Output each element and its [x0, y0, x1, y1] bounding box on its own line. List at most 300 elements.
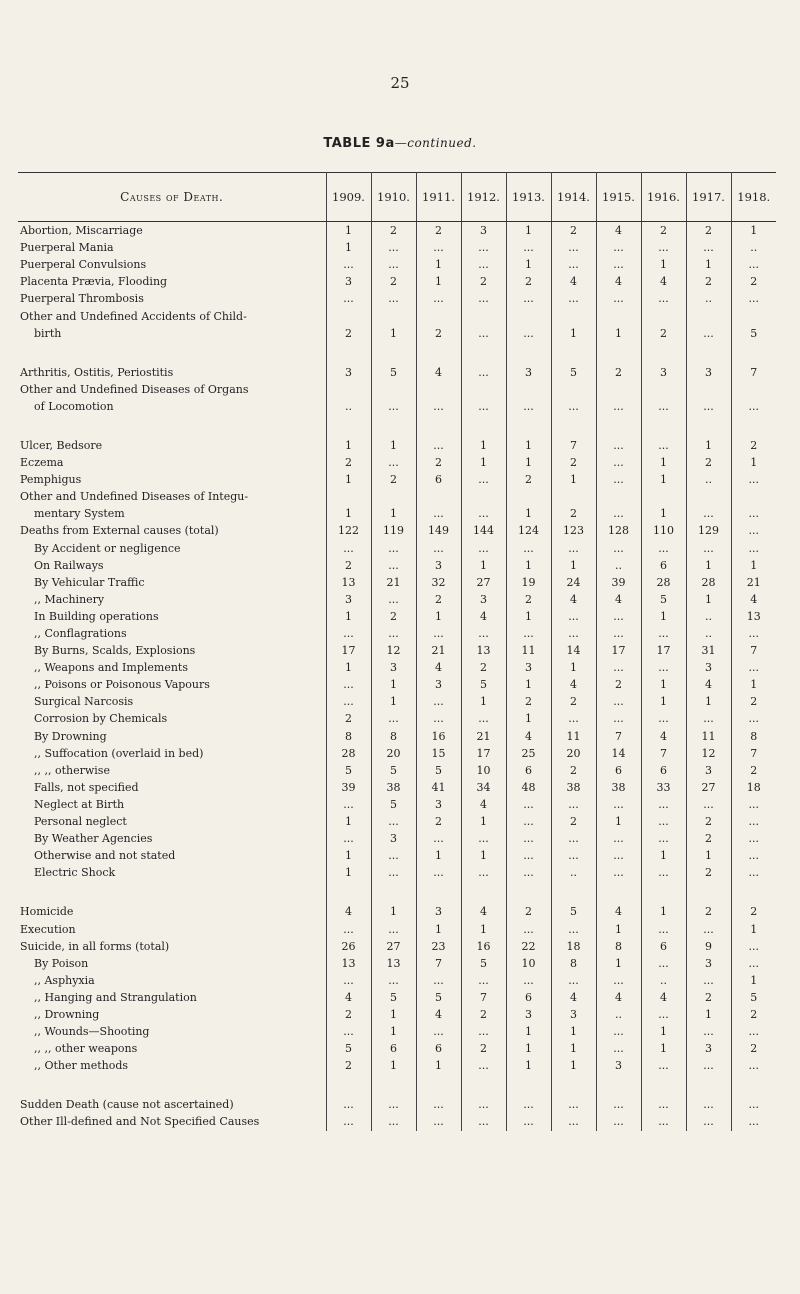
cause-label-cell — [18, 938, 326, 955]
cause-label-cell — [18, 779, 326, 796]
value-cell: 3 — [686, 364, 731, 381]
value-cell: 2 — [596, 676, 641, 693]
value-cell: 38 — [596, 779, 641, 796]
value-cell: ... — [551, 608, 596, 625]
value-cell: 10 — [461, 762, 506, 779]
value-cell: 5 — [416, 989, 461, 1006]
value-cell: ... — [748, 1025, 759, 1039]
value-cell: 2 — [686, 903, 731, 920]
value-cell: .. — [326, 398, 371, 415]
value-cell: ... — [596, 847, 641, 864]
value-cell: 1 — [596, 325, 641, 342]
value-cell: 11 — [686, 728, 731, 745]
value-cell: 4 — [326, 989, 371, 1006]
value-cell: 27 — [686, 779, 731, 796]
value-cell: 2 — [551, 693, 596, 710]
value-cell: ... — [371, 454, 416, 471]
value-cell: 1 — [326, 847, 371, 864]
value-cell: 5 — [750, 990, 758, 1004]
table-row — [18, 557, 776, 574]
table-row — [18, 920, 776, 937]
value-cell: 144 — [461, 522, 506, 539]
table-row — [18, 471, 776, 488]
value-cell: 2 — [506, 693, 551, 710]
value-cell: ... — [461, 325, 506, 342]
value-cell: ... — [551, 710, 596, 727]
value-cell: 1 — [750, 922, 758, 936]
value-cell: 6 — [641, 557, 686, 574]
value-cell: 1 — [641, 1023, 686, 1040]
value-cell: 14 — [551, 642, 596, 659]
value-cell: ... — [416, 972, 461, 989]
value-cell: 13 — [461, 642, 506, 659]
value-cell: 1 — [686, 693, 731, 710]
value-cell: 27 — [461, 574, 506, 591]
value-cell: ... — [326, 676, 371, 693]
value-cell: 2 — [686, 830, 731, 847]
value-cell: 17 — [326, 642, 371, 659]
cause-label-cell — [18, 693, 326, 710]
value-cell: 33 — [641, 779, 686, 796]
value-cell: ... — [748, 258, 759, 272]
value-cell: 2 — [461, 659, 506, 676]
value-cell: 13 — [371, 955, 416, 972]
value-cell: ... — [551, 290, 596, 307]
value-cell: 22 — [506, 938, 551, 955]
value-cell: ... — [551, 920, 596, 937]
value-cell: ... — [461, 364, 506, 381]
cause-label-cell — [18, 728, 326, 745]
value-cell: 1 — [750, 973, 758, 987]
table-row — [18, 239, 776, 256]
value-cell — [641, 381, 686, 398]
value-cell: ... — [641, 239, 686, 256]
table-row — [18, 642, 776, 659]
value-cell: 1 — [506, 437, 551, 454]
value-cell: ... — [506, 864, 551, 881]
value-cell: 1 — [596, 813, 641, 830]
value-cell: 2 — [686, 222, 731, 240]
table-row — [18, 325, 776, 342]
value-cell: 5 — [416, 762, 461, 779]
value-cell: 2 — [416, 222, 461, 240]
cause-label-cell — [18, 745, 326, 762]
value-cell: 6 — [416, 1040, 461, 1057]
value-cell: ... — [596, 454, 641, 471]
mortality-table — [18, 172, 776, 1131]
value-cell: 4 — [551, 273, 596, 290]
cause-label-cell — [18, 1023, 326, 1040]
value-cell: ... — [596, 830, 641, 847]
cause-label: By Drowning — [34, 730, 110, 743]
table-row — [18, 903, 776, 920]
value-cell: 5 — [551, 364, 596, 381]
spacer-cell — [641, 415, 686, 437]
value-cell: 4 — [551, 989, 596, 1006]
value-cell: 2 — [750, 275, 758, 289]
value-cell: ... — [371, 591, 416, 608]
cause-label-cell — [18, 488, 326, 505]
table-row — [18, 1023, 776, 1040]
value-cell: ... — [686, 1023, 731, 1040]
value-cell: ... — [596, 1113, 641, 1130]
value-cell: 3 — [416, 903, 461, 920]
value-cell: 23 — [416, 938, 461, 955]
year-header: 1912. — [461, 173, 506, 222]
table-row — [18, 813, 776, 830]
value-cell: 1 — [506, 1057, 551, 1074]
value-cell: 1 — [371, 903, 416, 920]
value-cell: ... — [641, 398, 686, 415]
cause-label: ,, Asphyxia — [34, 974, 98, 987]
value-cell: ... — [416, 290, 461, 307]
value-cell: ... — [461, 256, 506, 273]
cause-label: Neglect at Birth — [34, 798, 127, 811]
value-cell: ... — [596, 239, 641, 256]
value-cell: ... — [416, 625, 461, 642]
value-cell: ... — [748, 1115, 759, 1129]
cause-label-cell — [18, 307, 326, 324]
value-cell: ... — [641, 1113, 686, 1130]
value-cell: ... — [416, 540, 461, 557]
value-cell — [461, 381, 506, 398]
year-header: 1910. — [371, 173, 416, 222]
value-cell: ... — [641, 864, 686, 881]
value-cell: .. — [686, 290, 731, 307]
value-cell: 2 — [416, 454, 461, 471]
value-cell — [731, 381, 776, 398]
value-cell: 6 — [641, 762, 686, 779]
value-cell: 4 — [641, 728, 686, 745]
table-row — [18, 864, 776, 881]
value-cell: 12 — [686, 745, 731, 762]
value-cell: 27 — [371, 938, 416, 955]
spacer-cell — [326, 415, 371, 437]
cause-label-cell — [18, 955, 326, 972]
value-cell — [326, 488, 371, 505]
value-cell: 1 — [551, 1057, 596, 1074]
cause-label: In Building operations — [34, 610, 162, 623]
value-cell: 7 — [750, 746, 758, 760]
spacer-cell — [551, 342, 596, 364]
value-cell: ... — [596, 540, 641, 557]
value-cell: 2 — [750, 1007, 758, 1021]
cause-label: By Vehicular Traffic — [34, 576, 148, 589]
value-cell: ... — [461, 398, 506, 415]
value-cell — [416, 307, 461, 324]
spacer-cell — [506, 1074, 551, 1096]
value-cell: 28 — [686, 574, 731, 591]
value-cell: 1 — [551, 325, 596, 342]
value-cell: ... — [748, 866, 759, 880]
section-spacer — [18, 1074, 776, 1096]
spacer-cell — [731, 881, 776, 903]
value-cell: 4 — [461, 796, 506, 813]
value-cell: 2 — [551, 454, 596, 471]
cause-label: By Weather Agencies — [34, 832, 155, 845]
spacer-cell — [686, 415, 731, 437]
value-cell: ... — [551, 398, 596, 415]
spacer-cell — [686, 881, 731, 903]
value-cell: ... — [461, 1096, 506, 1113]
value-cell: 4 — [416, 659, 461, 676]
value-cell: ... — [596, 625, 641, 642]
value-cell: ... — [416, 505, 461, 522]
value-cell: 1 — [686, 557, 731, 574]
cause-label: Falls, not specified — [34, 781, 142, 794]
value-cell: 2 — [416, 813, 461, 830]
value-cell: 6 — [641, 938, 686, 955]
value-cell: ... — [416, 710, 461, 727]
value-cell: ... — [596, 864, 641, 881]
cause-label: birth — [34, 327, 64, 340]
value-cell: ... — [641, 625, 686, 642]
cause-label-cell — [18, 659, 326, 676]
value-cell: 4 — [551, 676, 596, 693]
value-cell: 1 — [326, 864, 371, 881]
value-cell: ... — [596, 972, 641, 989]
value-cell: .. — [686, 608, 731, 625]
value-cell: ... — [748, 524, 759, 538]
value-cell: 1 — [750, 224, 758, 238]
value-cell: 1 — [506, 454, 551, 471]
table-row — [18, 762, 776, 779]
cause-label-cell — [18, 505, 326, 522]
value-cell: 3 — [506, 1006, 551, 1023]
value-cell: ... — [506, 625, 551, 642]
table-row — [18, 591, 776, 608]
cause-label-cell — [18, 796, 326, 813]
cause-label: Eczema — [20, 456, 66, 469]
value-cell: .. — [686, 471, 731, 488]
spacer-cell — [416, 415, 461, 437]
value-cell: 3 — [551, 1006, 596, 1023]
value-cell: 16 — [461, 938, 506, 955]
spacer-cell — [371, 1074, 416, 1096]
value-cell: 2 — [750, 438, 758, 452]
value-cell: 4 — [750, 592, 758, 606]
value-cell — [686, 381, 731, 398]
value-cell: 9 — [686, 938, 731, 955]
spacer-cell — [506, 881, 551, 903]
value-cell: ... — [641, 659, 686, 676]
value-cell: ... — [551, 796, 596, 813]
value-cell: ... — [506, 398, 551, 415]
value-cell: ... — [326, 540, 371, 557]
value-cell: 122 — [326, 522, 371, 539]
value-cell: 5 — [326, 1040, 371, 1057]
cause-label: Execution — [20, 923, 79, 936]
value-cell: 4 — [596, 989, 641, 1006]
table-row — [18, 1006, 776, 1023]
cause-label-cell — [18, 591, 326, 608]
value-cell — [596, 381, 641, 398]
value-cell: ... — [461, 625, 506, 642]
value-cell: 26 — [326, 938, 371, 955]
value-cell: ... — [416, 1023, 461, 1040]
value-cell: .. — [686, 625, 731, 642]
value-cell: 2 — [750, 905, 758, 919]
cause-column-header: Causes of Death. — [18, 173, 326, 222]
table-row — [18, 290, 776, 307]
value-cell: ... — [686, 239, 731, 256]
value-cell: ... — [641, 796, 686, 813]
value-cell: 6 — [371, 1040, 416, 1057]
value-cell: 4 — [461, 903, 506, 920]
value-cell: ... — [748, 507, 759, 521]
value-cell: 48 — [506, 779, 551, 796]
value-cell: 21 — [461, 728, 506, 745]
value-cell: 5 — [371, 762, 416, 779]
cause-label-cell — [18, 256, 326, 273]
cause-label-cell — [18, 989, 326, 1006]
value-cell: 2 — [371, 608, 416, 625]
cause-label: ,, Poisons or Poisonous Vapours — [34, 678, 213, 691]
value-cell: .. — [551, 864, 596, 881]
value-cell: 4 — [326, 903, 371, 920]
value-cell: ... — [748, 815, 759, 829]
value-cell — [551, 307, 596, 324]
value-cell: ... — [748, 1059, 759, 1073]
value-cell: 4 — [641, 989, 686, 1006]
value-cell: 21 — [371, 574, 416, 591]
value-cell: ... — [551, 239, 596, 256]
value-cell: 4 — [596, 222, 641, 240]
value-cell: 110 — [641, 522, 686, 539]
value-cell: ... — [748, 1098, 759, 1112]
cause-label: Other and Undefined Diseases of Integu- — [20, 490, 251, 503]
value-cell: 4 — [551, 591, 596, 608]
value-cell: 1 — [686, 847, 731, 864]
table-row — [18, 1057, 776, 1074]
value-cell: 17 — [596, 642, 641, 659]
value-cell: 149 — [416, 522, 461, 539]
value-cell: 3 — [686, 955, 731, 972]
value-cell: ... — [748, 541, 759, 555]
value-cell: 2 — [750, 695, 758, 709]
cause-label: ,, Conflagrations — [34, 627, 130, 640]
spacer-cell — [686, 1074, 731, 1096]
value-cell: 32 — [416, 574, 461, 591]
value-cell: 1 — [506, 676, 551, 693]
value-cell: 1 — [326, 608, 371, 625]
value-cell: 3 — [326, 273, 371, 290]
spacer-cell — [18, 881, 326, 903]
spacer-cell — [416, 1074, 461, 1096]
cause-label-cell — [18, 1113, 326, 1130]
value-cell: 3 — [461, 591, 506, 608]
value-cell: 128 — [596, 522, 641, 539]
value-cell: 1 — [506, 222, 551, 240]
value-cell: 8 — [371, 728, 416, 745]
cause-label: By Burns, Scalds, Explosions — [34, 644, 198, 657]
value-cell: 1 — [326, 437, 371, 454]
value-cell: ... — [371, 239, 416, 256]
value-cell: ... — [596, 1023, 641, 1040]
value-cell: ... — [686, 1057, 731, 1074]
value-cell: 4 — [641, 273, 686, 290]
value-cell — [686, 488, 731, 505]
value-cell: ... — [748, 712, 759, 726]
value-cell: 7 — [551, 437, 596, 454]
value-cell: ... — [371, 625, 416, 642]
value-cell: ... — [506, 1113, 551, 1130]
value-cell: 24 — [551, 574, 596, 591]
table-row — [18, 989, 776, 1006]
value-cell: 11 — [551, 728, 596, 745]
value-cell: ... — [416, 1113, 461, 1130]
value-cell: ... — [596, 471, 641, 488]
value-cell: 2 — [750, 1042, 758, 1056]
table-row — [18, 505, 776, 522]
value-cell: 17 — [461, 745, 506, 762]
value-cell: 1 — [506, 505, 551, 522]
value-cell: ... — [371, 540, 416, 557]
table-row — [18, 830, 776, 847]
cause-label-cell — [18, 364, 326, 381]
value-cell: 8 — [551, 955, 596, 972]
value-cell: 5 — [326, 762, 371, 779]
value-cell: ... — [326, 1096, 371, 1113]
cause-label: Ulcer, Bedsore — [20, 439, 105, 452]
value-cell: 2 — [326, 557, 371, 574]
value-cell: 1 — [686, 591, 731, 608]
value-cell: 8 — [326, 728, 371, 745]
value-cell — [326, 307, 371, 324]
value-cell: 3 — [371, 830, 416, 847]
table-row — [18, 574, 776, 591]
value-cell: 1 — [686, 437, 731, 454]
value-cell: ... — [326, 920, 371, 937]
value-cell: 31 — [686, 642, 731, 659]
cause-label: Homicide — [20, 905, 76, 918]
value-cell: ... — [748, 661, 759, 675]
cause-label: Suicide, in all forms (total) — [20, 940, 172, 953]
year-header: 1915. — [596, 173, 641, 222]
cause-label: On Railways — [34, 559, 107, 572]
table-row — [18, 1096, 776, 1113]
value-cell: 1 — [461, 813, 506, 830]
value-cell: 2 — [551, 222, 596, 240]
cause-label-cell — [18, 642, 326, 659]
table-row — [18, 796, 776, 813]
cause-label: Surgical Narcosis — [34, 695, 136, 708]
table-row — [18, 659, 776, 676]
value-cell: 1 — [551, 659, 596, 676]
value-cell: ... — [596, 796, 641, 813]
table-row — [18, 307, 776, 324]
cause-label: ,, Suffocation (overlaid in bed) — [34, 747, 206, 760]
value-cell: 34 — [461, 779, 506, 796]
value-cell: ... — [371, 710, 416, 727]
value-cell: 1 — [686, 256, 731, 273]
value-cell: 2 — [686, 454, 731, 471]
value-cell: ... — [371, 972, 416, 989]
value-cell: ... — [326, 256, 371, 273]
value-cell — [326, 381, 371, 398]
value-cell: 3 — [416, 676, 461, 693]
value-cell: 6 — [506, 762, 551, 779]
table-row — [18, 256, 776, 273]
cause-label: Personal neglect — [34, 815, 130, 828]
cause-label-cell — [18, 398, 326, 415]
value-cell: 3 — [506, 364, 551, 381]
value-cell: ... — [686, 1096, 731, 1113]
value-cell: ... — [686, 920, 731, 937]
value-cell: 3 — [596, 1057, 641, 1074]
value-cell: 1 — [416, 608, 461, 625]
value-cell: ... — [596, 710, 641, 727]
